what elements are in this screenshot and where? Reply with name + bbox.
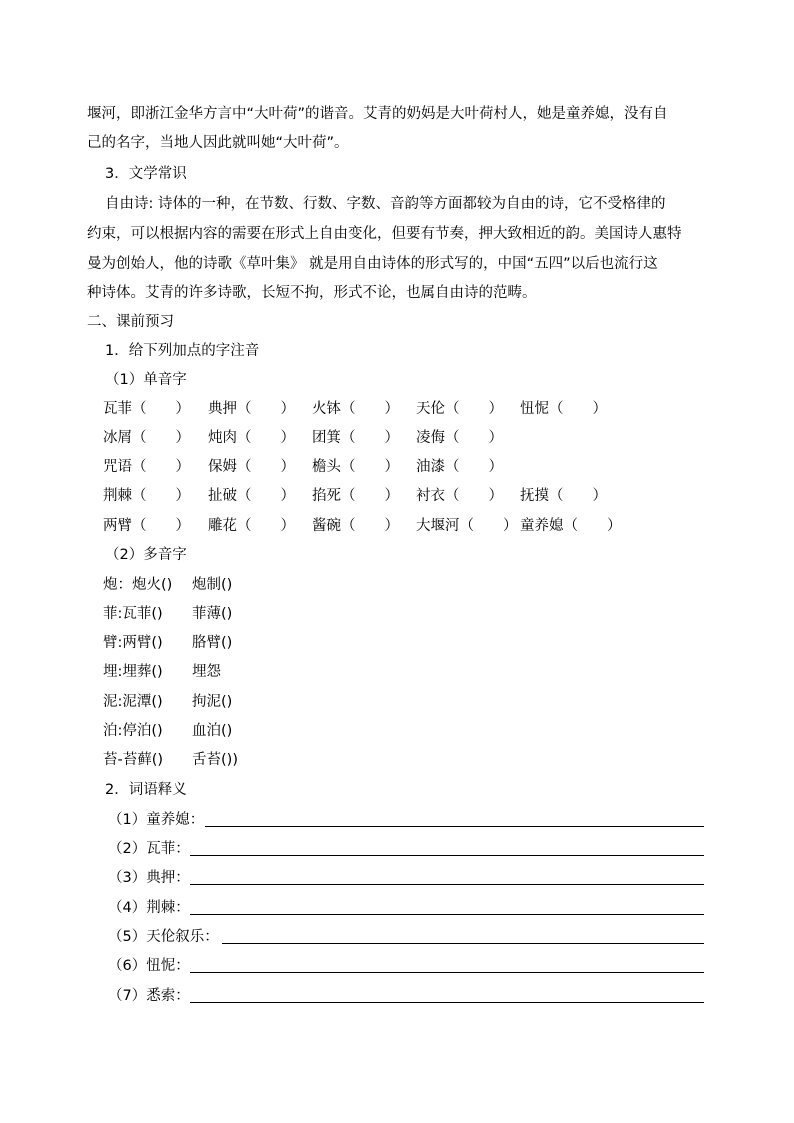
definition-answer-field[interactable] bbox=[190, 855, 704, 856]
pinyin-blank-item: 童养媳（ ） bbox=[520, 518, 622, 534]
pinyin-blank-item: 凌侮（ ） bbox=[416, 430, 503, 446]
multi-sound-item: 苔-苔藓() bbox=[103, 752, 164, 768]
pinyin-blank-item: 冰屑（ ） bbox=[103, 430, 190, 446]
definition-label: （7）悉索： bbox=[108, 988, 190, 1004]
pinyin-blank-item: 大堰河（ ） bbox=[416, 518, 518, 534]
definition-label: （2）瓦菲： bbox=[108, 841, 190, 857]
pinyin-blank-item: 檐头（ ） bbox=[312, 459, 399, 475]
pinyin-blank-item: 抚摸（ ） bbox=[520, 488, 607, 504]
definition-label: （1）童养媳： bbox=[108, 812, 205, 828]
definition-answer-field[interactable] bbox=[190, 1002, 704, 1003]
definition-label: （5）天伦叙乐： bbox=[108, 929, 219, 945]
multi-sound-item: 泥:泥潭() bbox=[103, 694, 163, 710]
part-2-heading: 二、课前预习 bbox=[87, 314, 174, 330]
section-3-line-4: 种诗体。艾青的许多诗歌，长短不拘，形式不论，也属自由诗的范畴。 bbox=[87, 285, 537, 301]
pinyin-blank-item: 天伦（ ） bbox=[416, 401, 503, 417]
definition-label: （6）忸怩： bbox=[108, 958, 190, 974]
pinyin-blank-item: 雕花（ ） bbox=[208, 518, 295, 534]
multi-sound-item: 炮制() bbox=[192, 577, 233, 593]
single-sound-subheading: （1）单音字 bbox=[105, 372, 187, 388]
pinyin-blank-item: 掐死（ ） bbox=[312, 488, 399, 504]
pinyin-blank-item: 保姆（ ） bbox=[208, 459, 295, 475]
question-2-title: 2．词语释义 bbox=[105, 782, 187, 798]
definition-answer-field[interactable] bbox=[190, 914, 704, 915]
pinyin-blank-item: 瓦菲（ ） bbox=[103, 401, 190, 417]
multi-sound-item: 埋:埋葬() bbox=[103, 664, 163, 680]
intro-line-1: 堰河，即浙江金华方言中“大叶荷”的谐音。艾青的奶妈是大叶荷村人，她是童养媳，没有自 bbox=[87, 106, 668, 122]
pinyin-blank-item: 火钵（ ） bbox=[312, 401, 399, 417]
pinyin-blank-item: 忸怩（ ） bbox=[520, 401, 607, 417]
pinyin-blank-item: 咒语（ ） bbox=[103, 459, 190, 475]
multi-sound-item: 胳臂() bbox=[192, 635, 233, 651]
pinyin-blank-item: 油漆（ ） bbox=[416, 459, 503, 475]
pinyin-blank-item: 团箕（ ） bbox=[312, 430, 399, 446]
definition-answer-field[interactable] bbox=[190, 884, 704, 885]
multi-sound-item: 拘泥() bbox=[192, 694, 233, 710]
multi-sound-item: 炮：炮火() bbox=[103, 577, 173, 593]
pinyin-blank-item: 扯破（ ） bbox=[208, 488, 295, 504]
definition-label: （4）荆棘： bbox=[108, 900, 190, 916]
definition-answer-field[interactable] bbox=[222, 943, 704, 944]
definition-answer-field[interactable] bbox=[205, 826, 704, 827]
multi-sound-item: 埋怨 bbox=[192, 664, 221, 680]
pinyin-blank-item: 衬衣（ ） bbox=[416, 488, 503, 504]
multi-sound-item: 臂:两臂() bbox=[103, 635, 163, 651]
multi-sound-item: 泊:停泊() bbox=[103, 723, 163, 739]
section-3-line-3: 曼为创始人，他的诗歌《草叶集》 就是用自由诗体的形式写的，中国“五四”以后也流行这 bbox=[87, 256, 658, 272]
pinyin-blank-item: 典押（ ） bbox=[208, 401, 295, 417]
question-1-title: 1．给下列加点的字注音 bbox=[105, 343, 260, 359]
pinyin-blank-item: 荆棘（ ） bbox=[103, 488, 190, 504]
multi-sound-item: 菲薄() bbox=[192, 606, 233, 622]
section-3-line-2: 约束，可以根据内容的需要在形式上自由变化，但要有节奏，押大致相近的韵。美国诗人惠特 bbox=[87, 226, 682, 242]
multi-sound-item: 舌苔()) bbox=[192, 752, 238, 768]
multi-sound-subheading: （2）多音字 bbox=[105, 547, 187, 563]
pinyin-blank-item: 酱碗（ ） bbox=[312, 518, 399, 534]
section-3-line-1: 自由诗: 诗体的一种，在节数、行数、字数、音韵等方面都较为自由的诗，它不受格律的 bbox=[105, 196, 666, 212]
pinyin-blank-item: 两臂（ ） bbox=[103, 518, 190, 534]
multi-sound-item: 菲:瓦菲() bbox=[103, 606, 163, 622]
pinyin-blank-item: 炖肉（ ） bbox=[208, 430, 295, 446]
intro-line-2: 己的名字，当地人因此就叫她“大叶荷”。 bbox=[87, 135, 349, 151]
section-3-heading: 3．文学常识 bbox=[105, 166, 187, 182]
definition-label: （3）典押： bbox=[108, 870, 190, 886]
definition-answer-field[interactable] bbox=[190, 972, 704, 973]
multi-sound-item: 血泊() bbox=[192, 723, 233, 739]
